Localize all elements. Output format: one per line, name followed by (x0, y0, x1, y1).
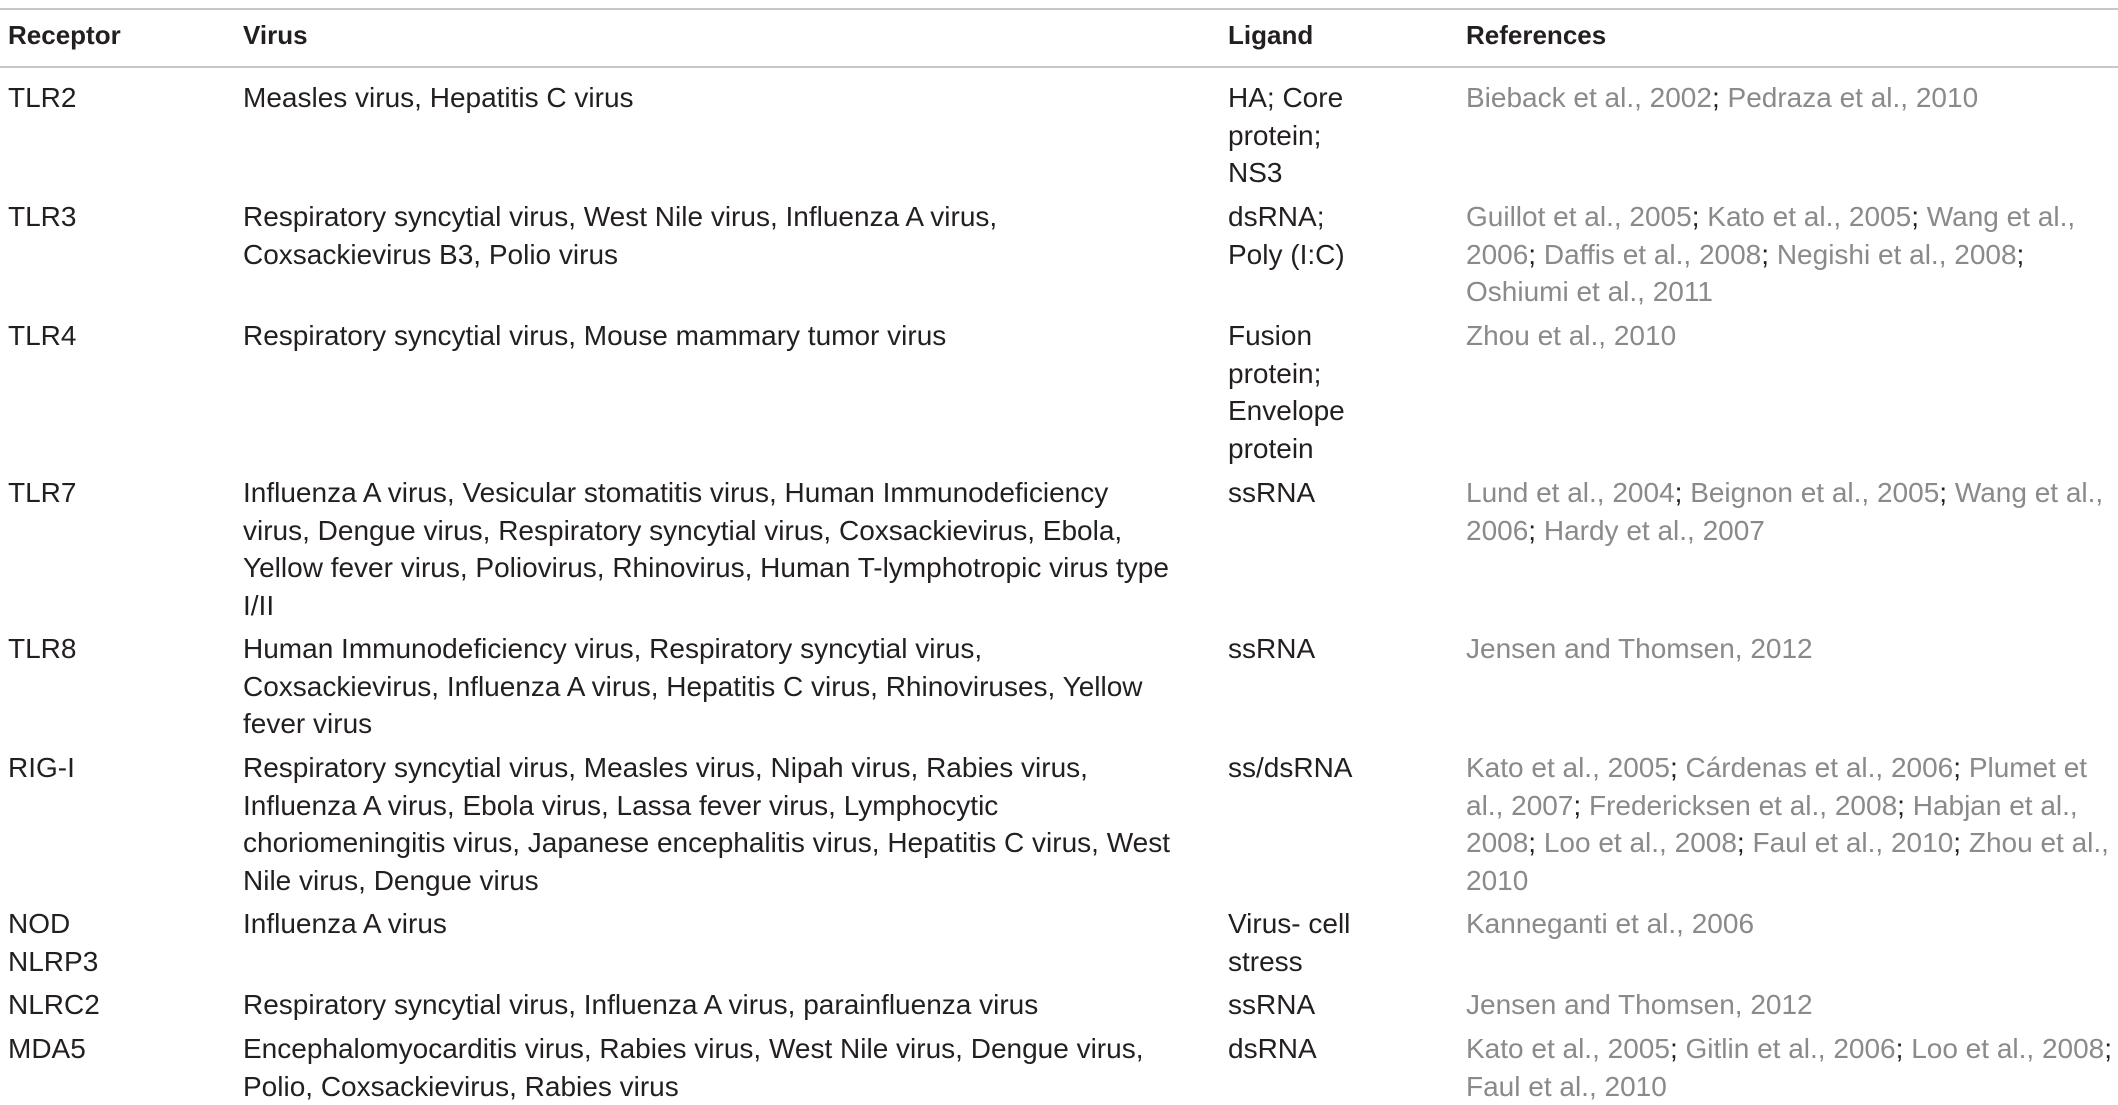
citation-separator: ; (1895, 1033, 1912, 1064)
citation-link[interactable]: Kanneganti et al., 2006 (1466, 908, 1755, 939)
cell-references (1466, 986, 2116, 1024)
cell-references (1466, 317, 2116, 355)
cell-ligand: dsRNA; Poly (I:C) (1228, 201, 1345, 270)
citation-separator: ; (2104, 1033, 2113, 1064)
citation-link[interactable]: Beignon et al., 2005 (1690, 477, 1940, 508)
citation-link[interactable]: Kato et al., 2005 (1466, 752, 1670, 783)
cell-virus: Encephalomyocarditis virus, Rabies virus, West Nile virus, Dengue virus, Polio, Coxsackievirus, Rabies virus (243, 1033, 1144, 1102)
header-references: References (1466, 20, 1607, 50)
cell-references (1466, 905, 2116, 943)
citation-separator: ; (1691, 201, 1708, 232)
citation-link[interactable]: Negishi et al., 2008 (1776, 238, 2017, 270)
citation-separator: ; (1711, 82, 1728, 113)
cell-receptor: TLR2 (8, 82, 77, 113)
citation-link[interactable]: Daffis et al., 2008 (1543, 238, 1762, 270)
cell-references (1466, 1030, 2116, 1105)
citation-link[interactable]: Jensen and Thomsen, 2012 (1466, 989, 1813, 1020)
cell-receptor: MDA5 (8, 1033, 86, 1064)
citation-separator: ; (1761, 238, 1777, 270)
cell-virus: Respiratory syncytial virus, West Nile virus, Influenza A virus, Coxsackievirus B3, Polio virus (243, 201, 998, 270)
citation-separator: ; (1669, 752, 1686, 783)
cell-ligand: ssRNA (1228, 633, 1316, 664)
citation-link[interactable]: Wang et al., 2006 (1466, 477, 2104, 546)
cell-references (1466, 749, 2116, 899)
citation-separator: ; (1528, 238, 1544, 270)
cell-receptor: NOD NLRP3 (8, 908, 99, 977)
cell-receptor: TLR7 (8, 477, 77, 508)
citation-separator: ; (1736, 827, 1753, 858)
citation-separator: ; (1953, 827, 1969, 858)
cell-virus: Influenza A virus (243, 908, 447, 939)
cell-receptor: TLR4 (8, 320, 77, 351)
header-receptor: Receptor (8, 20, 121, 50)
cell-ligand: dsRNA (1228, 1033, 1317, 1064)
citation-separator: ; (1897, 789, 1913, 821)
citation-separator: ; (1911, 201, 1927, 232)
citation-link[interactable]: Zhou et al., 2010 (1466, 827, 2109, 896)
cell-receptor: NLRC2 (8, 989, 100, 1020)
citation-link[interactable]: Loo et al., 2008 (1911, 1033, 2105, 1064)
citation-link[interactable]: Faul et al., 2010 (1466, 1070, 1667, 1102)
cell-ligand: ssRNA (1228, 989, 1316, 1020)
citation-link[interactable]: Kato et al., 2005 (1466, 1033, 1670, 1064)
cell-virus: Influenza A virus, Vesicular stomatitis virus, Human Immunodeficiency virus, Dengue virus, Respiratory syncytial virus, Coxsackievirus, Ebola, Yellow fever virus, Poliovirus, Rhinovirus, Human T-lymphotropic virus type I/II (243, 477, 1169, 621)
citation-link[interactable]: Bieback et al., 2002 (1466, 82, 1712, 113)
cell-ligand: HA; Core protein; NS3 (1228, 82, 1344, 188)
table-top-rule (0, 8, 2118, 10)
table-header-rule (0, 66, 2118, 68)
cell-virus: Measles virus, Hepatitis C virus (243, 82, 634, 113)
citation-separator: ; (1953, 752, 1969, 783)
header-ligand: Ligand (1228, 20, 1314, 50)
cell-ligand: ssRNA (1228, 477, 1316, 508)
cell-references (1466, 630, 2116, 668)
cell-virus: Respiratory syncytial virus, Influenza A virus, parainfluenza virus (243, 989, 1039, 1020)
cell-ligand: Fusion protein; Envelope protein (1228, 320, 1345, 464)
cell-ligand: Virus- cell stress (1228, 908, 1351, 977)
citation-link[interactable]: Kato et al., 2005 (1707, 201, 1912, 232)
citation-link[interactable]: Plumet et al., 2007 (1466, 752, 2088, 821)
header-virus: Virus (243, 20, 308, 50)
citation-link[interactable]: Wang et al., 2006 (1466, 201, 2076, 270)
cell-receptor: RIG-I (8, 752, 75, 783)
citation-link[interactable]: Hardy et al., 2007 (1543, 514, 1765, 546)
cell-references (1466, 79, 2116, 117)
cell-receptor: TLR3 (8, 201, 77, 232)
citation-link[interactable]: Fredericksen et al., 2008 (1588, 789, 1898, 821)
cell-receptor: TLR8 (8, 633, 77, 664)
citation-link[interactable]: Gitlin et al., 2006 (1685, 1033, 1896, 1064)
citation-link[interactable]: Loo et al., 2008 (1543, 827, 1737, 858)
citation-separator: ; (1528, 514, 1544, 546)
citation-link[interactable]: Pedraza et al., 2010 (1727, 82, 1979, 113)
citation-separator: ; (1669, 1033, 1686, 1064)
cell-virus: Respiratory syncytial virus, Mouse mammary tumor virus (243, 320, 947, 351)
citation-link[interactable]: Cárdenas et al., 2006 (1685, 752, 1954, 783)
citation-separator: ; (1674, 477, 1691, 508)
citation-separator: ; (1573, 789, 1589, 821)
citation-separator: ; (1939, 477, 1955, 508)
cell-virus: Respiratory syncytial virus, Measles virus, Nipah virus, Rabies virus, Influenza A virus, Ebola virus, Lassa fever virus, Lymphocytic choriomeningitis virus, Japanese encephalitis virus, Hepatitis C virus, West Nile virus, Dengue virus (243, 752, 1170, 896)
citation-link[interactable]: Faul et al., 2010 (1752, 827, 1954, 858)
citation-link[interactable]: Guillot et al., 2005 (1466, 201, 1692, 232)
cell-ligand: ss/dsRNA (1228, 752, 1353, 783)
citation-separator: ; (1528, 827, 1544, 858)
citation-link[interactable]: Habjan et al., 2008 (1466, 789, 2078, 858)
citation-link[interactable]: Oshiumi et al., 2011 (1466, 276, 1713, 307)
cell-references (1466, 198, 2116, 311)
cell-references (1466, 474, 2116, 549)
citation-link[interactable]: Lund et al., 2004 (1466, 477, 1675, 508)
citation-link[interactable]: Zhou et al., 2010 (1466, 320, 1677, 351)
citation-link[interactable]: Jensen and Thomsen, 2012 (1466, 633, 1813, 664)
citation-separator: ; (2016, 238, 2025, 270)
cell-virus: Human Immunodeficiency virus, Respiratory syncytial virus, Coxsackievirus, Influenza A virus, Hepatitis C virus, Rhinoviruses, Yellow fever virus (243, 633, 1143, 739)
